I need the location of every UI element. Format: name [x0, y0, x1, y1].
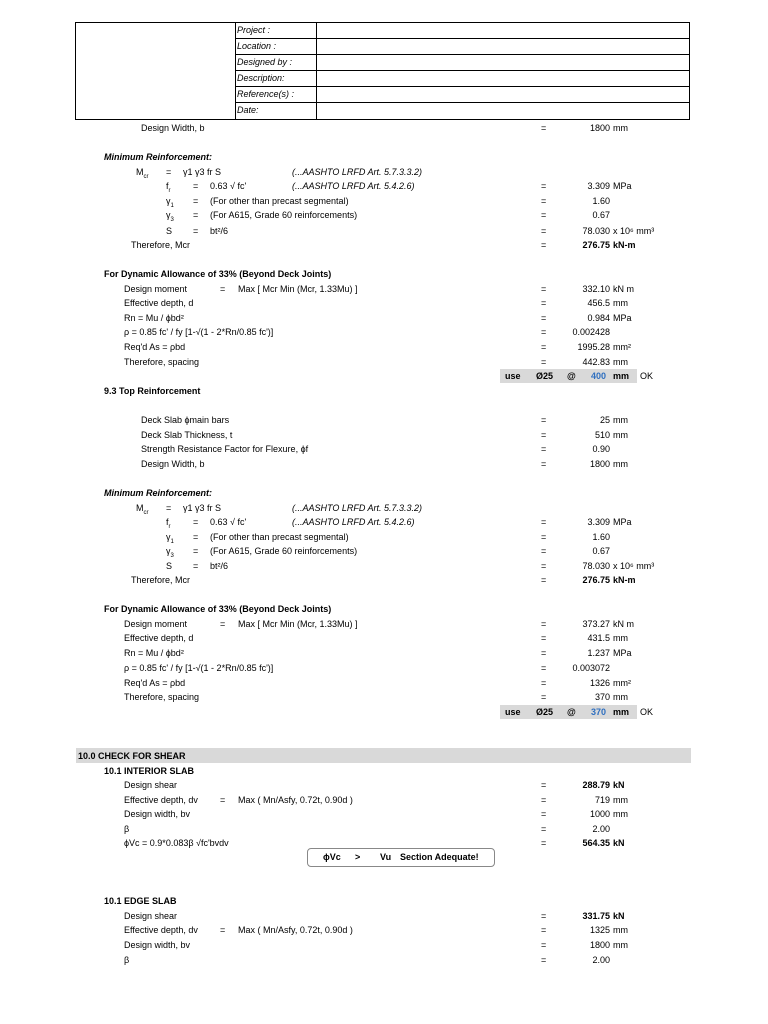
- unit: kN: [613, 780, 625, 790]
- rn-formula: Rn = Mu / ϕbd²: [124, 648, 184, 658]
- effective-depth-dv-value: 719: [594, 795, 610, 805]
- equals: =: [541, 838, 547, 848]
- equals: =: [541, 210, 547, 220]
- unit: kN m: [613, 619, 634, 629]
- vc-value: 564.35: [582, 838, 610, 848]
- gamma3-note: (For A615, Grade 60 reinforcements): [210, 210, 358, 220]
- equals: =: [193, 517, 199, 527]
- bar-size: Ø25: [536, 707, 554, 717]
- design-shear-label: Design shear: [124, 780, 178, 790]
- design-shear-value: 331.75: [582, 911, 610, 921]
- unit: mm: [613, 459, 628, 469]
- unit: mm: [613, 633, 628, 643]
- equals: =: [193, 196, 199, 206]
- equals: =: [541, 240, 547, 250]
- gamma1-value: 1.60: [592, 532, 610, 542]
- equals: =: [541, 415, 547, 425]
- fr-formula: 0.63 √ fc': [210, 517, 247, 527]
- mcr-value: 276.75: [582, 240, 610, 250]
- date-field[interactable]: [317, 103, 689, 119]
- spacing-label: Therefore, spacing: [124, 357, 200, 367]
- design-width-value: 1800: [589, 459, 610, 469]
- gamma1-note: (For other than precast segmental): [210, 196, 349, 206]
- unit: x 10⁶ mm³: [613, 561, 655, 571]
- interior-slab-title: 10.1 INTERIOR SLAB: [104, 766, 195, 776]
- use-label: use: [505, 371, 521, 381]
- design-width-bv-value: 1000: [589, 809, 610, 819]
- unit: mm: [613, 925, 628, 935]
- ok-status: OK: [640, 371, 654, 381]
- equals: =: [541, 298, 547, 308]
- spacing-value: 442.83: [582, 357, 610, 367]
- design-moment-label: Design moment: [124, 619, 188, 629]
- equals: =: [541, 546, 547, 556]
- mcr-formula: γ1 γ3 fr S: [183, 167, 222, 177]
- edge-slab-title: 10.1 EDGE SLAB: [104, 896, 177, 906]
- unit: mm²: [613, 678, 631, 688]
- unit: mm²: [613, 342, 631, 352]
- equals: =: [541, 678, 547, 688]
- unit: mm: [613, 795, 628, 805]
- equals: =: [541, 357, 547, 367]
- unit: mm: [613, 357, 628, 367]
- beta-value: 2.00: [592, 955, 610, 965]
- equals: =: [541, 692, 547, 702]
- unit: kN-m: [613, 575, 636, 585]
- unit: MPa: [613, 648, 632, 658]
- unit: mm: [613, 415, 628, 425]
- main-bars-value: 25: [599, 415, 610, 425]
- section-adequate-text: Section Adequate!: [400, 852, 479, 862]
- header-row-references: Reference(s) :: [235, 87, 689, 103]
- rho-formula: ρ = 0.85 fc' / fy [1-√(1 - 2*Rn/0.85 fc')]: [124, 327, 274, 337]
- equals: =: [541, 633, 547, 643]
- unit: MPa: [613, 181, 632, 191]
- references-field[interactable]: [317, 87, 689, 102]
- as-value: 1326: [589, 678, 610, 688]
- effective-depth-dv-formula: Max ( Mn/Asfy, 0.72t, 0.90d ): [238, 795, 353, 805]
- design-moment-value: 332.10: [582, 284, 610, 294]
- equals: =: [193, 532, 199, 542]
- gamma3-symbol: $\gamma_3$: [166, 546, 174, 559]
- use-spacing-input[interactable]: 370: [590, 707, 606, 717]
- design-width-label: Design Width, b: [141, 123, 205, 133]
- equals: =: [541, 342, 547, 352]
- effective-depth-value: 431.5: [587, 633, 610, 643]
- s-formula: bt²/6: [210, 561, 229, 571]
- designed-by-field[interactable]: [317, 55, 689, 70]
- therefore-mcr-label: Therefore, Mcr: [131, 240, 191, 250]
- design-moment-value: 373.27: [582, 619, 610, 629]
- reference-note: (...AASHTO LRFD Art. 5.4.2.6): [292, 517, 415, 527]
- mcr-value: 276.75: [582, 575, 610, 585]
- equals: =: [541, 780, 547, 790]
- unit: MPa: [613, 313, 632, 323]
- rn-value: 1.237: [587, 648, 610, 658]
- as-formula: Req'd As = ρbd: [124, 678, 186, 688]
- as-formula: Req'd As = ρbd: [124, 342, 186, 352]
- equals: =: [541, 430, 547, 440]
- use-label: use: [505, 707, 521, 717]
- use-spacing-input[interactable]: 400: [590, 371, 606, 381]
- at-sign: @: [567, 371, 576, 381]
- mcr-symbol: $M_{cr}$: [136, 167, 149, 180]
- equals: =: [166, 503, 172, 513]
- min-reinforcement-heading: Minimum Reinforcement:: [104, 152, 213, 162]
- rn-formula: Rn = Mu / ϕbd²: [124, 313, 184, 323]
- design-moment-formula: Max [ Mcr Min (Mcr, 1.33Mu) ]: [238, 284, 358, 294]
- fr-value: 3.309: [587, 517, 610, 527]
- equals: =: [193, 546, 199, 556]
- design-width-bv-label: Design width, bv: [124, 940, 191, 950]
- design-shear-value: 288.79: [582, 780, 610, 790]
- equals: =: [220, 284, 226, 294]
- header-row-location: Location :: [235, 39, 689, 55]
- spacing-value: 370: [594, 692, 610, 702]
- header-row-date: Date:: [235, 103, 689, 119]
- phi-vc-symbol: ϕVc: [323, 852, 341, 862]
- shear-section-title: 10.0 CHECK FOR SHEAR: [78, 751, 186, 761]
- reference-note: (...AASHTO LRFD Art. 5.4.2.6): [292, 181, 415, 191]
- gamma1-value: 1.60: [592, 196, 610, 206]
- therefore-mcr-label: Therefore, Mcr: [131, 575, 191, 585]
- header-row-project: Project :: [235, 23, 689, 39]
- s-value: 78.030: [582, 226, 610, 236]
- vc-formula: ϕVc = 0.9*0.083β √fc'bvdv: [124, 838, 229, 848]
- dynamic-allowance-heading: For Dynamic Allowance of 33% (Beyond Deck Joints): [104, 604, 332, 614]
- equals: =: [541, 925, 547, 935]
- effective-depth-dv-formula: Max ( Mn/Asfy, 0.72t, 0.90d ): [238, 925, 353, 935]
- rho-formula: ρ = 0.85 fc' / fy [1-√(1 - 2*Rn/0.85 fc')]: [124, 663, 274, 673]
- section-adequate-box: [307, 848, 495, 867]
- unit: mm: [613, 692, 628, 702]
- ok-status: OK: [640, 707, 654, 717]
- equals: =: [220, 925, 226, 935]
- fr-value: 3.309: [587, 181, 610, 191]
- rn-value: 0.984: [587, 313, 610, 323]
- equals: =: [541, 459, 547, 469]
- unit: mm: [613, 371, 630, 381]
- equals: =: [541, 809, 547, 819]
- equals: =: [541, 824, 547, 834]
- s-symbol: S: [166, 561, 173, 571]
- unit: mm: [613, 430, 628, 440]
- logo-area: [76, 23, 236, 119]
- location-field[interactable]: [317, 39, 689, 54]
- effective-depth-label: Effective depth, d: [124, 298, 194, 308]
- reference-note: (...AASHTO LRFD Art. 5.7.3.3.2): [292, 167, 423, 177]
- gamma1-symbol: $\gamma_1$: [166, 532, 174, 545]
- s-value: 78.030: [582, 561, 610, 571]
- equals: =: [541, 663, 547, 673]
- equals: =: [541, 226, 547, 236]
- rho-value: 0.003072: [572, 663, 610, 673]
- srf-value: 0.90: [592, 444, 610, 454]
- equals: =: [541, 181, 547, 191]
- gamma1-note: (For other than precast segmental): [210, 532, 349, 542]
- reference-note: (...AASHTO LRFD Art. 5.7.3.3.2): [292, 503, 423, 513]
- equals: =: [541, 196, 547, 206]
- min-reinforcement-heading: Minimum Reinforcement:: [104, 488, 213, 498]
- equals: =: [220, 795, 226, 805]
- design-width-label: Design Width, b: [141, 459, 205, 469]
- equals: =: [541, 517, 547, 527]
- equals: =: [541, 648, 547, 658]
- gamma3-symbol: $\gamma_3$: [166, 210, 174, 223]
- design-moment-formula: Max [ Mcr Min (Mcr, 1.33Mu) ]: [238, 619, 358, 629]
- as-value: 1995.28: [577, 342, 610, 352]
- vu-symbol: Vu: [380, 852, 392, 862]
- equals: =: [541, 619, 547, 629]
- gamma1-symbol: $\gamma_1$: [166, 196, 174, 209]
- design-width-value: 1800: [589, 123, 610, 133]
- equals: =: [193, 210, 199, 220]
- equals: =: [541, 284, 547, 294]
- equals: =: [541, 444, 547, 454]
- gamma3-note: (For A615, Grade 60 reinforcements): [210, 546, 358, 556]
- bar-size: Ø25: [536, 371, 554, 381]
- equals: =: [166, 167, 172, 177]
- design-width-bv-label: Design width, bv: [124, 809, 191, 819]
- beta-label: β: [124, 824, 130, 834]
- thickness-label: Deck Slab Thickness, t: [141, 430, 233, 440]
- project-field[interactable]: [317, 23, 689, 38]
- effective-depth-dv-value: 1325: [589, 925, 610, 935]
- section-9-3-title: 9.3 Top Reinforcement: [104, 386, 201, 396]
- equals: =: [541, 795, 547, 805]
- gamma3-value: 0.67: [592, 546, 610, 556]
- unit: mm: [613, 940, 628, 950]
- design-moment-label: Design moment: [124, 284, 188, 294]
- effective-depth-label: Effective depth, d: [124, 633, 194, 643]
- rho-value: 0.002428: [572, 327, 610, 337]
- main-bars-label: Deck Slab ϕmain bars: [141, 415, 230, 425]
- unit: x 10⁶ mm³: [613, 226, 655, 236]
- unit: MPa: [613, 517, 632, 527]
- equals: =: [193, 561, 199, 571]
- header-row-description: Description:: [235, 71, 689, 87]
- unit: mm: [613, 809, 628, 819]
- s-formula: bt²/6: [210, 226, 229, 236]
- srf-label: Strength Resistance Factor for Flexure, ϕf: [141, 444, 309, 454]
- header-row-designed-by: Designed by :: [235, 55, 689, 71]
- equals: =: [541, 911, 547, 921]
- equals: =: [541, 532, 547, 542]
- spacing-label: Therefore, spacing: [124, 692, 200, 702]
- design-shear-label: Design shear: [124, 911, 178, 921]
- unit: kN: [613, 838, 625, 848]
- mcr-formula: γ1 γ3 fr S: [183, 503, 222, 513]
- equals: =: [541, 313, 547, 323]
- equals: =: [541, 561, 547, 571]
- beta-value: 2.00: [592, 824, 610, 834]
- equals: =: [193, 181, 199, 191]
- unit: kN: [613, 911, 625, 921]
- beta-label: β: [124, 955, 130, 965]
- fr-symbol: $f_r$: [166, 517, 171, 530]
- equals: =: [541, 575, 547, 585]
- at-sign: @: [567, 707, 576, 717]
- effective-depth-dv-label: Effective depth, dv: [124, 795, 198, 805]
- unit: mm: [613, 123, 628, 133]
- effective-depth-dv-label: Effective depth, dv: [124, 925, 198, 935]
- dynamic-allowance-heading: For Dynamic Allowance of 33% (Beyond Deck Joints): [104, 269, 332, 279]
- equals: =: [541, 955, 547, 965]
- description-field[interactable]: [317, 71, 689, 86]
- equals: =: [541, 123, 547, 133]
- mcr-symbol: $M_{cr}$: [136, 503, 149, 516]
- design-width-bv-value: 1800: [589, 940, 610, 950]
- greater-than: >: [355, 852, 361, 862]
- equals: =: [220, 619, 226, 629]
- unit: mm: [613, 707, 630, 717]
- unit: kN m: [613, 284, 634, 294]
- gamma3-value: 0.67: [592, 210, 610, 220]
- equals: =: [541, 940, 547, 950]
- unit: mm: [613, 298, 628, 308]
- equals: =: [541, 327, 547, 337]
- s-symbol: S: [166, 226, 173, 236]
- fr-symbol: $f_r$: [166, 181, 171, 194]
- header-table: [75, 22, 690, 120]
- equals: =: [193, 226, 199, 236]
- effective-depth-value: 456.5: [587, 298, 610, 308]
- unit: kN-m: [613, 240, 636, 250]
- fr-formula: 0.63 √ fc': [210, 181, 247, 191]
- thickness-value: 510: [594, 430, 610, 440]
